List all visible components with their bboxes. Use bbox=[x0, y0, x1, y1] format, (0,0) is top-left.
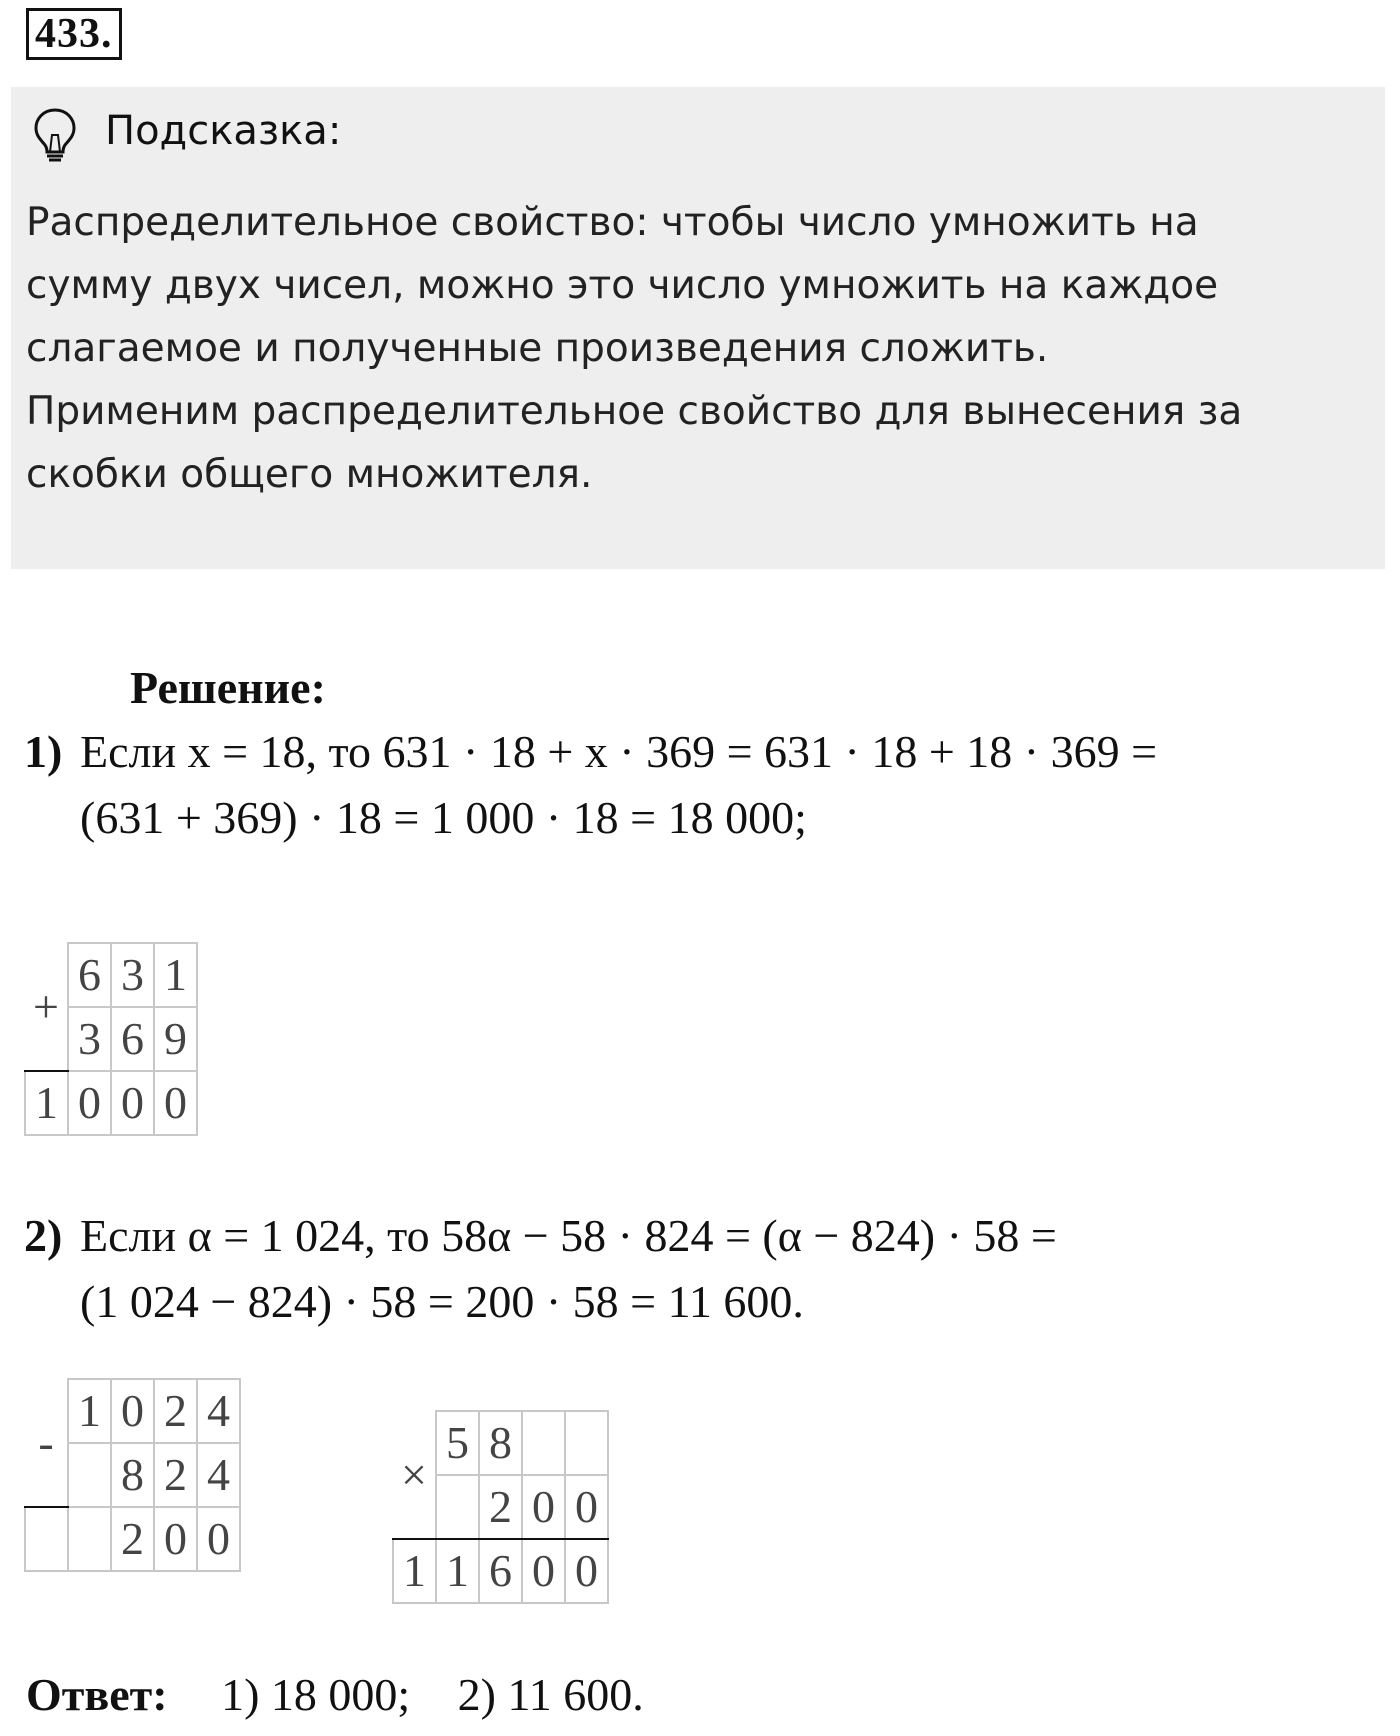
task-number: 433. bbox=[26, 8, 122, 60]
digit-cell: 6 bbox=[479, 1539, 522, 1603]
solution-title: Решение: bbox=[130, 662, 326, 713]
digit-cell bbox=[68, 1507, 111, 1571]
item-line: (631 + 369) · 18 = 1 000 · 18 = 18 000; bbox=[80, 792, 807, 843]
answer bbox=[26, 1665, 644, 1725]
column-addition bbox=[24, 942, 198, 1136]
digit-cell: 3 bbox=[111, 943, 154, 1007]
hint-line: слагаемое и полученные произведения сложить. bbox=[26, 326, 1049, 371]
digit-cell bbox=[25, 1507, 68, 1571]
hint-line: Применим распределительное свойство для вынесения за bbox=[26, 389, 1243, 434]
digit-cell: 4 bbox=[197, 1443, 240, 1507]
column-subtraction bbox=[24, 1378, 241, 1572]
hint-text bbox=[26, 191, 1366, 506]
digit-cell: 4 bbox=[197, 1379, 240, 1443]
digit-cell: 2 bbox=[154, 1379, 197, 1443]
column-multiplication bbox=[392, 1410, 609, 1604]
digit-cell: 8 bbox=[111, 1443, 154, 1507]
digit-cell: 2 bbox=[111, 1507, 154, 1571]
times-sign: × bbox=[393, 1411, 436, 1539]
digit-cell: 9 bbox=[154, 1007, 197, 1071]
digit-cell bbox=[68, 1443, 111, 1507]
digit-cell: 2 bbox=[154, 1443, 197, 1507]
digit-cell: 0 bbox=[111, 1071, 154, 1135]
hint-line: скобки общего множителя. bbox=[26, 452, 593, 497]
digit-cell: 1 bbox=[436, 1539, 479, 1603]
digit-cell: 0 bbox=[565, 1539, 608, 1603]
item-number: 1) bbox=[24, 726, 63, 777]
item-line: (1 024 − 824) · 58 = 200 · 58 = 11 600. bbox=[80, 1276, 804, 1327]
item-line: Если α = 1 024, то 58α − 58 · 824 = (α − 824) · 58 = bbox=[80, 1210, 1057, 1261]
answer-part-2: 2) 11 600. bbox=[457, 1669, 644, 1720]
digit-cell: 5 bbox=[436, 1411, 479, 1475]
item-line: Если x = 18, то 631 · 18 + x · 369 = 631 · 18 + 18 · 369 = bbox=[80, 726, 1158, 777]
digit-cell: 0 bbox=[68, 1071, 111, 1135]
digit-cell bbox=[436, 1475, 479, 1539]
answer-part-1: 1) 18 000; bbox=[221, 1669, 411, 1720]
hint-title: Подсказка: bbox=[105, 108, 342, 154]
hint-line: сумму двух чисел, можно это число умножить на каждое bbox=[26, 263, 1219, 308]
digit-cell: 8 bbox=[479, 1411, 522, 1475]
minus-sign: - bbox=[25, 1379, 68, 1507]
answer-label: Ответ: bbox=[26, 1669, 168, 1720]
item-number: 2) bbox=[24, 1210, 63, 1261]
hint-line: Распределительное свойство: чтобы число умножить на bbox=[26, 200, 1199, 245]
digit-cell bbox=[565, 1411, 608, 1475]
hint-box bbox=[11, 87, 1385, 569]
digit-cell: 1 bbox=[68, 1379, 111, 1443]
digit-cell: 0 bbox=[197, 1507, 240, 1571]
digit-cell: 0 bbox=[522, 1475, 565, 1539]
digit-cell bbox=[522, 1411, 565, 1475]
digit-cell: 0 bbox=[154, 1507, 197, 1571]
lightbulb-icon bbox=[33, 107, 77, 165]
digit-cell: 0 bbox=[154, 1071, 197, 1135]
plus-sign: + bbox=[25, 943, 68, 1071]
digit-cell: 6 bbox=[111, 1007, 154, 1071]
digit-cell: 3 bbox=[68, 1007, 111, 1071]
digit-cell: 1 bbox=[25, 1071, 68, 1135]
digit-cell: 0 bbox=[111, 1379, 154, 1443]
digit-cell: 0 bbox=[522, 1539, 565, 1603]
digit-cell: 1 bbox=[154, 943, 197, 1007]
digit-cell: 6 bbox=[68, 943, 111, 1007]
digit-cell: 0 bbox=[565, 1475, 608, 1539]
digit-cell: 2 bbox=[479, 1475, 522, 1539]
digit-cell: 1 bbox=[393, 1539, 436, 1603]
